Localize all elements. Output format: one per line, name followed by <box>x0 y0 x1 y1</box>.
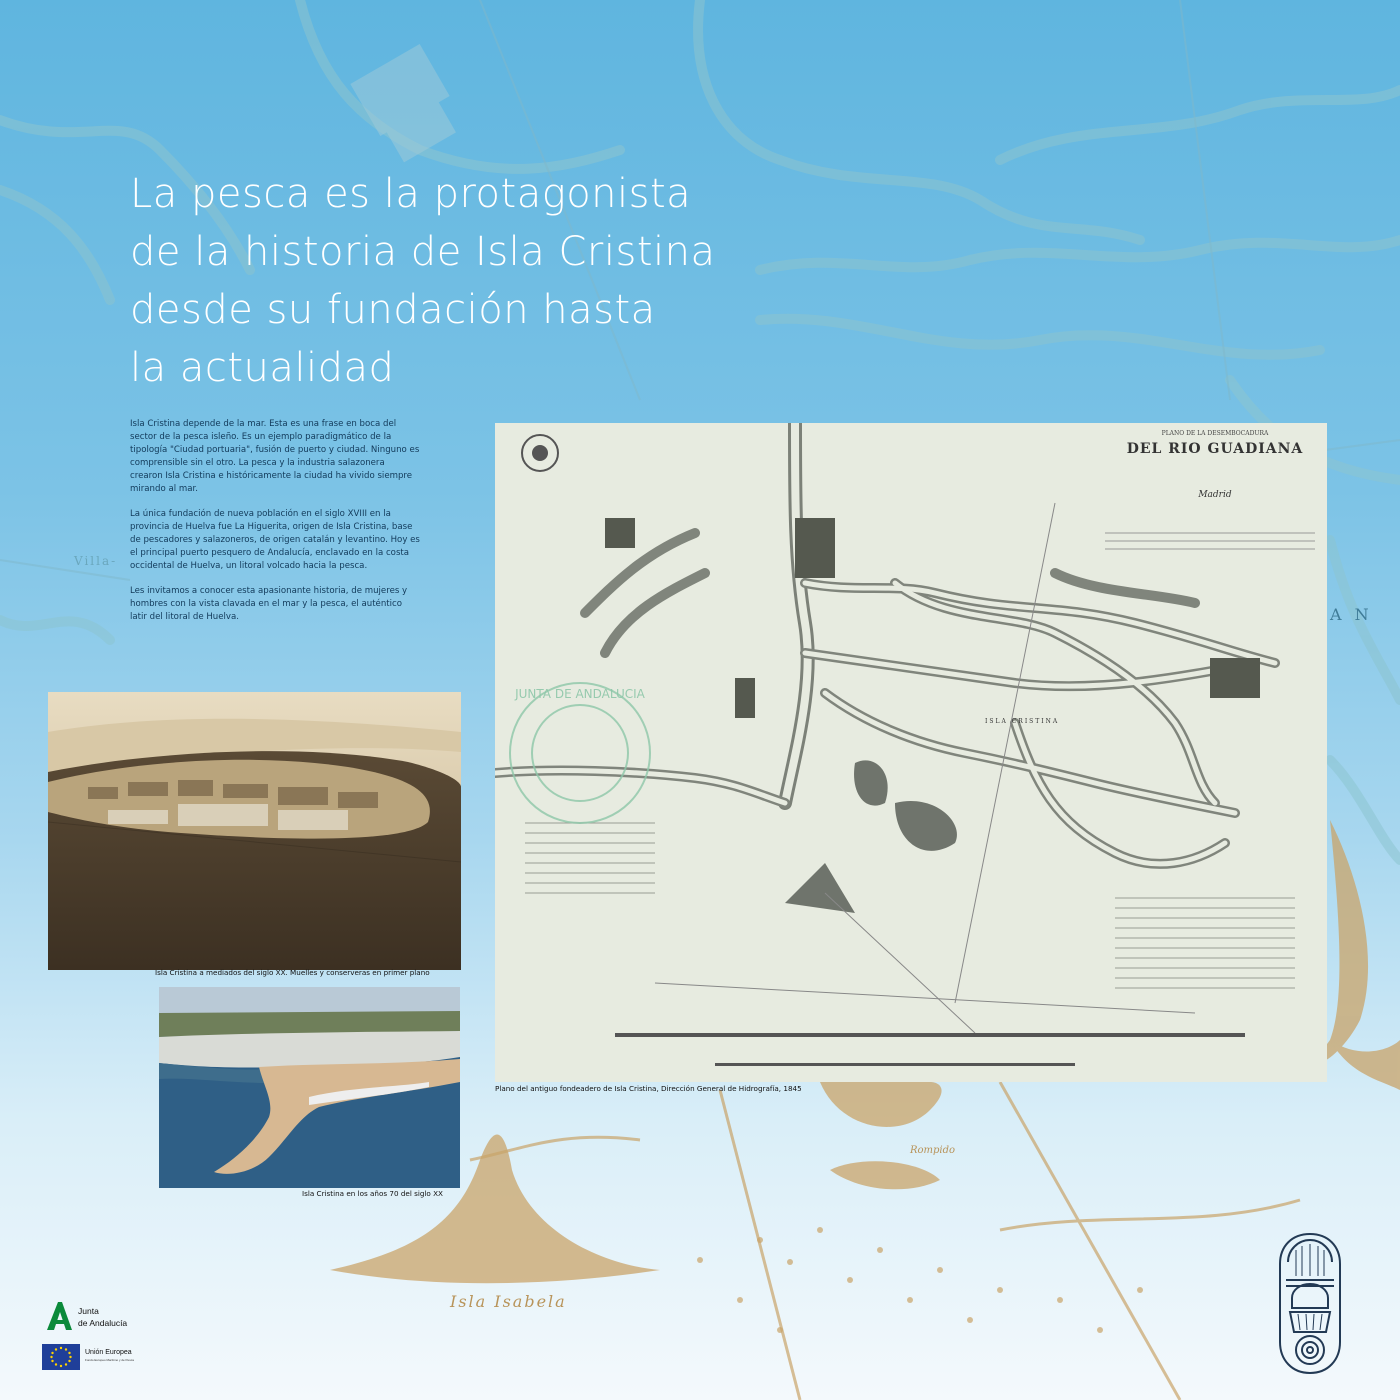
intro-text <box>130 418 420 636</box>
headline-line: La pesca es la protagonista <box>130 171 692 217</box>
map-stamp: JUNTA DE ANDALUCIA <box>515 687 645 701</box>
eu-logo <box>42 1344 172 1372</box>
headline-line: la actualidad <box>130 345 395 391</box>
eu-line-1: Unión Europea <box>85 1349 132 1356</box>
historic-map <box>495 423 1327 1082</box>
junta-andalucia-icon <box>44 1300 74 1332</box>
historic-photo-caption: Isla Cristina a mediados del siglo XX. Muelles y conserveras en primer plano <box>155 968 430 977</box>
bg-label-isla-isabela: Isla Isabela <box>450 1292 567 1311</box>
headline-line: de la historia de Isla Cristina <box>130 229 716 275</box>
eu-line-2: Fondo Europeo Marítimo y de Pesca <box>85 1358 134 1362</box>
historic-aerial-photo <box>48 692 461 970</box>
map-caption: Plano del antiguo fondeadero de Isla Cristina, Dirección General de Hidrografía, 1845 <box>495 1084 802 1093</box>
headline-line: desde su fundación hasta <box>130 287 656 333</box>
isla-cristina-emblem-icon <box>1278 1232 1342 1375</box>
bg-label-rompido: Rompido <box>910 1145 956 1156</box>
junta-andalucia-logo <box>44 1300 164 1334</box>
bg-label-an: A N <box>1330 605 1373 624</box>
map-title-main: DEL RIO GUADIANA <box>1126 441 1304 457</box>
intro-paragraph: Isla Cristina depende de la mar. Esta es una frase en boca del sector de la pesca isleño. Es un ejemplo paradigmático de la tipología "Ciudad portuaria", fusión de puerto y ciudad. Ninguno es comprensible sin el otro. La pesca y la industria salazonera crearon Isla Cristina e históricamente la ciudad ha vivido siempre mirando al mar. <box>130 419 420 494</box>
eu-flag-icon <box>42 1344 80 1370</box>
map-subtitle: Madrid <box>1198 490 1232 500</box>
headline <box>130 165 790 397</box>
bg-label-villa: Villa- <box>74 554 118 568</box>
intro-paragraph: Les invitamos a conocer esta apasionante historia, de mujeres y hombres con la vista clavada en el mar y la pesca, el auténtico latir del litoral de Huelva. <box>130 586 408 622</box>
seventies-photo-caption: Isla Cristina en los años 70 del siglo XX <box>302 1189 443 1198</box>
map-island-label: ISLA CRISTINA <box>985 718 1060 725</box>
map-title-small: PLANO DE LA DESEMBOCADURA <box>1161 430 1269 437</box>
intro-paragraph: La única fundación de nueva población en el siglo XVIII en la provincia de Huelva fue La Higuerita, origen de Isla Cristina, base de pescadores y salazoneros, de origen catalán y levantino. Hoy es el principal puerto pesquero de Andalucía, enclavado en la costa occidental de Huelva, un litoral volcado hacia la pesca. <box>130 509 420 571</box>
seventies-aerial-photo <box>159 987 460 1188</box>
junta-line-1: Junta <box>78 1306 99 1316</box>
junta-line-2: de Andalucía <box>78 1318 128 1328</box>
